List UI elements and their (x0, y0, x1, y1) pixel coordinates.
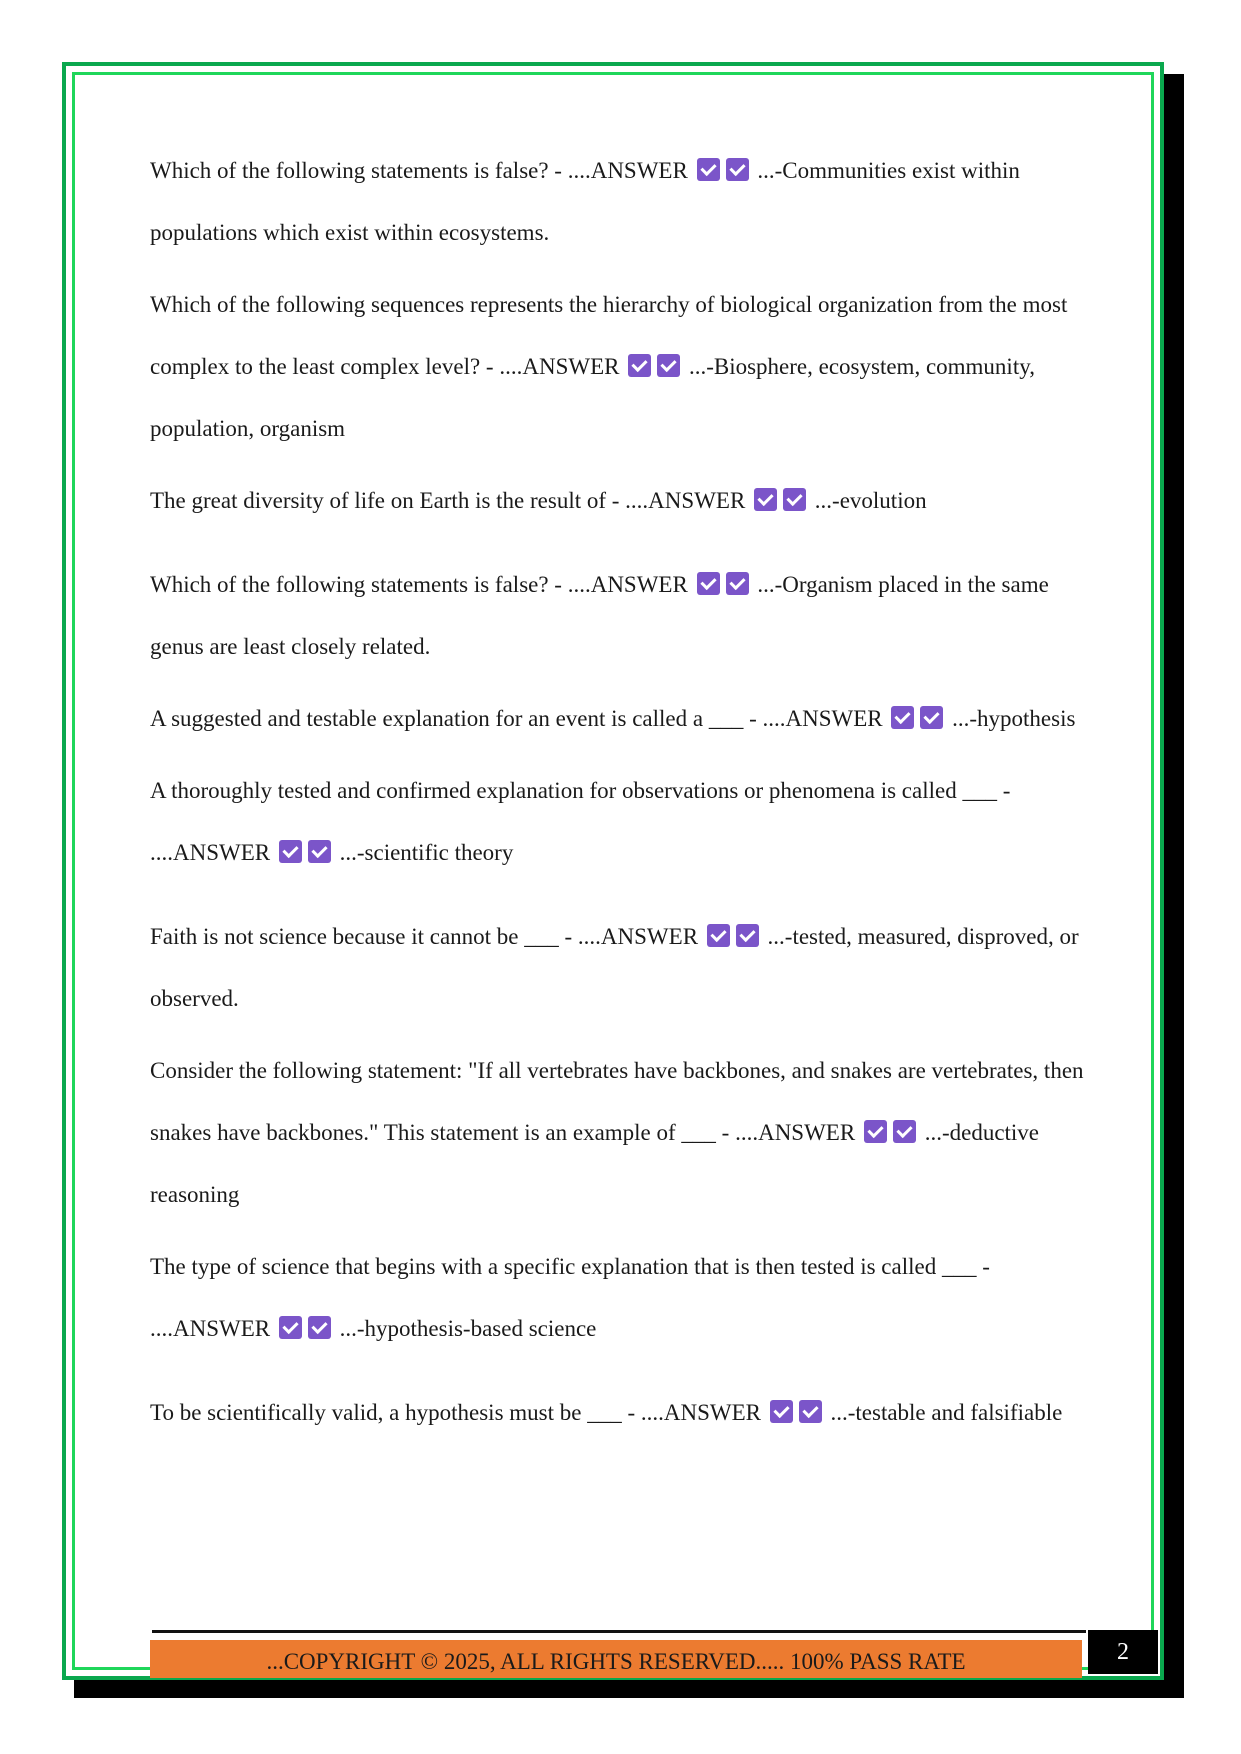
question-text: A thoroughly tested and confirmed explanation for observations or phenomena is called ___ - ....ANSWER (150, 778, 1011, 865)
check-icon (799, 1400, 822, 1423)
check-icon (279, 840, 302, 863)
check-icon (864, 1120, 887, 1143)
page-number: 2 (1117, 1639, 1129, 1665)
qa-item (150, 140, 1090, 264)
question-text: Which of the following statements is false? - ....ANSWER (150, 158, 688, 183)
question-text: To be scientifically valid, a hypothesis must be ___ - ....ANSWER (150, 1400, 761, 1425)
check-icon (308, 840, 331, 863)
check-icon (893, 1120, 916, 1143)
question-text: Consider the following statement: "If all vertebrates have backbones, and snakes are vertebrates, then snakes have backbones." This statement is an example of ___ - ....ANSWER (150, 1058, 1084, 1145)
answer-text: ...-Communities exist within populations which exist within ecosystems. (150, 158, 1020, 245)
question-text: A suggested and testable explanation for an event is called a ___ - ....ANSWER (150, 706, 883, 731)
footer-divider (152, 1630, 1086, 1633)
question-text: The type of science that begins with a specific explanation that is then tested is called ___ - ....ANSWER (150, 1254, 990, 1341)
qa-item (150, 760, 1090, 884)
check-icon (697, 572, 720, 595)
qa-item (150, 1236, 1090, 1360)
check-icon (726, 572, 749, 595)
check-icon (891, 706, 914, 729)
qa-item (150, 554, 1090, 678)
question-text: Faith is not science because it cannot be ___ - ....ANSWER (150, 924, 699, 949)
qa-item (150, 470, 1090, 532)
answer-text: ...-deductive reasoning (150, 1120, 1040, 1207)
answer-text: ...-Biosphere, ecosystem, community, population, organism (150, 354, 1035, 441)
answer-text: ...-tested, measured, disproved, or observed. (150, 924, 1079, 1011)
answer-text: ...-Organism placed in the same genus are least closely related. (150, 572, 1049, 659)
qa-list (150, 140, 1090, 1454)
check-icon (707, 924, 730, 947)
check-icon (726, 158, 749, 181)
check-icon (736, 924, 759, 947)
qa-item (150, 1040, 1090, 1226)
qa-item (150, 1382, 1090, 1444)
answer-text: ...-testable and falsifiable (830, 1400, 1063, 1425)
check-icon (628, 354, 651, 377)
qa-item (150, 274, 1090, 460)
check-icon (657, 354, 680, 377)
copyright-text: ...COPYRIGHT © 2025, ALL RIGHTS RESERVED..... 100% PASS RATE (266, 1649, 966, 1674)
answer-text: ...-scientific theory (339, 840, 514, 865)
check-icon (697, 158, 720, 181)
check-icon (783, 488, 806, 511)
question-text: Which of the following statements is false? - ....ANSWER (150, 572, 688, 597)
page-number-box (1088, 1630, 1158, 1674)
question-text: Which of the following sequences represents the hierarchy of biological organization from the most complex to the least complex level? - ....ANSWER (150, 292, 1068, 379)
check-icon (920, 706, 943, 729)
qa-item (150, 688, 1090, 750)
question-text: The great diversity of life on Earth is the result of - ....ANSWER (150, 488, 746, 513)
footer-banner (150, 1640, 1082, 1678)
check-icon (308, 1316, 331, 1339)
check-icon (754, 488, 777, 511)
answer-text: ...-hypothesis-based science (339, 1316, 597, 1341)
check-icon (279, 1316, 302, 1339)
check-icon (770, 1400, 793, 1423)
answer-text: ...-evolution (814, 488, 927, 513)
qa-item (150, 906, 1090, 1030)
answer-text: ...-hypothesis (952, 706, 1076, 731)
